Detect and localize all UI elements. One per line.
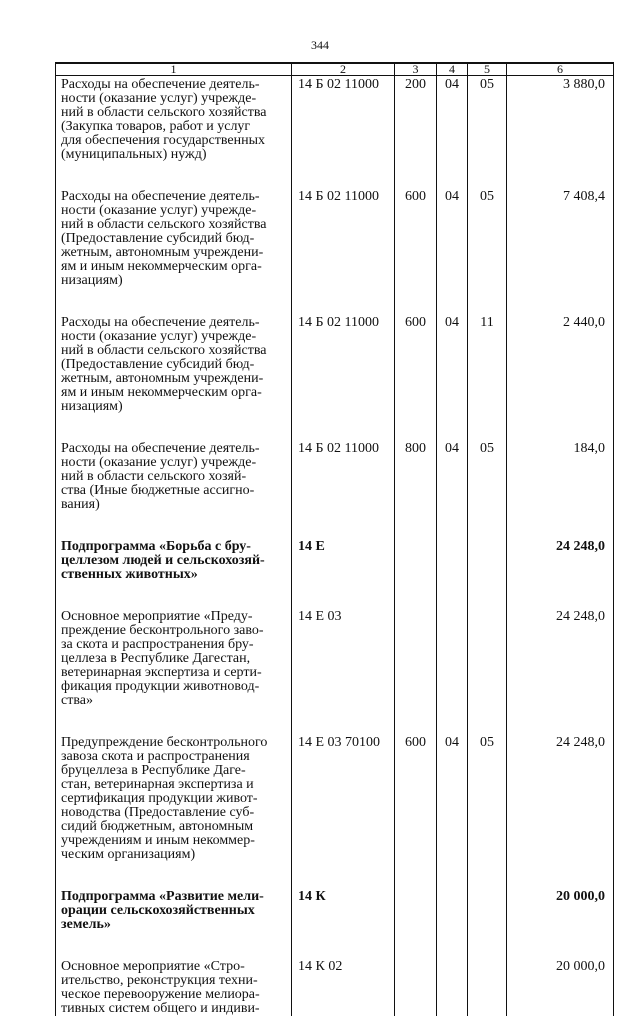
- row-section: [437, 538, 468, 608]
- row-expense-type: 200: [395, 76, 437, 189]
- row-expense-type: [395, 608, 437, 734]
- table-row: [56, 958, 614, 1016]
- row-subsection: 05: [468, 188, 507, 314]
- row-amount: 24 248,0: [507, 538, 614, 608]
- row-subsection: 05: [468, 734, 507, 888]
- table-row: [56, 608, 614, 734]
- row-name: Расходы на обеспечение деятель- ности (оказание услуг) учрежде- ний в области сельского хозяйства (Предоставление субсидий бюд- жетным, автономным учреждени- ям и иным некоммерческим орга- низациям): [56, 188, 292, 314]
- table-row: [56, 188, 614, 314]
- row-code: 14 Е 03 70100: [292, 734, 395, 888]
- budget-table: [55, 62, 614, 1016]
- row-amount: 20 000,0: [507, 958, 614, 1016]
- header-row: [56, 63, 614, 76]
- row-name: Основное мероприятие «Преду- преждение бесконтрольного заво- за скота и распространения бру- целлеза в Республике Дагестан, ветеринарная экспертиза и серти- фикация продукции животновод- ства»: [56, 608, 292, 734]
- row-expense-type: [395, 888, 437, 958]
- row-code: 14 Б 02 11000: [292, 440, 395, 538]
- row-section: 04: [437, 440, 468, 538]
- row-name: Подпрограмма «Развитие мели- орации сельскохозяйственных земель»: [56, 888, 292, 958]
- column-header-5: 5: [468, 63, 507, 76]
- column-header-6: 6: [507, 63, 614, 76]
- table-row: [56, 538, 614, 608]
- row-expense-type: 800: [395, 440, 437, 538]
- page-number: 344: [0, 38, 640, 53]
- row-subsection: [468, 888, 507, 958]
- row-amount: 24 248,0: [507, 608, 614, 734]
- row-amount: 184,0: [507, 440, 614, 538]
- column-header-2: 2: [292, 63, 395, 76]
- row-name: Подпрограмма «Борьба с бру- целлезом людей и сельскохозяй- ственных животных»: [56, 538, 292, 608]
- row-code: 14 Б 02 11000: [292, 76, 395, 189]
- table-row: [56, 734, 614, 888]
- row-expense-type: [395, 538, 437, 608]
- table-row: [56, 76, 614, 189]
- row-name: Расходы на обеспечение деятель- ности (оказание услуг) учрежде- ний в области сельского хозяй- ства (Иные бюджетные ассигно- вания): [56, 440, 292, 538]
- table-row: [56, 440, 614, 538]
- row-subsection: 05: [468, 440, 507, 538]
- column-header-4: 4: [437, 63, 468, 76]
- row-section: 04: [437, 734, 468, 888]
- table-body: [56, 76, 614, 1016]
- row-section: 04: [437, 314, 468, 440]
- row-code: 14 Б 02 11000: [292, 188, 395, 314]
- row-expense-type: 600: [395, 188, 437, 314]
- row-subsection: [468, 608, 507, 734]
- row-amount: 7 408,4: [507, 188, 614, 314]
- row-amount: 24 248,0: [507, 734, 614, 888]
- row-subsection: [468, 538, 507, 608]
- row-name: Расходы на обеспечение деятель- ности (оказание услуг) учрежде- ний в области сельского хозяйства (Закупка товаров, работ и услуг для обеспечения государственных (муниципальных) нужд): [56, 76, 292, 189]
- row-section: [437, 888, 468, 958]
- row-amount: 3 880,0: [507, 76, 614, 189]
- row-amount: 2 440,0: [507, 314, 614, 440]
- row-name: Расходы на обеспечение деятель- ности (оказание услуг) учрежде- ний в области сельского хозяйства (Предоставление субсидий бюд- жетным, автономным учреждени- ям и иным некоммерческим орга- низациям): [56, 314, 292, 440]
- row-subsection: [468, 958, 507, 1016]
- row-code: 14 Е 03: [292, 608, 395, 734]
- row-subsection: 05: [468, 76, 507, 189]
- row-section: [437, 958, 468, 1016]
- row-expense-type: [395, 958, 437, 1016]
- table-row: [56, 888, 614, 958]
- table-row: [56, 314, 614, 440]
- row-section: 04: [437, 76, 468, 189]
- row-code: 14 Б 02 11000: [292, 314, 395, 440]
- column-header-1: 1: [56, 63, 292, 76]
- row-section: 04: [437, 188, 468, 314]
- row-section: [437, 608, 468, 734]
- table-header: [56, 63, 614, 76]
- row-expense-type: 600: [395, 314, 437, 440]
- row-name: Предупреждение бесконтрольного завоза скота и распространения бруцеллеза в Республике Даге- стан, ветеринарная экспертиза и сертификация продукции живот- новодства (Предоставление суб- сидий бюджетным, автономным учреждениям и иным некоммер- ческим организациям): [56, 734, 292, 888]
- column-header-3: 3: [395, 63, 437, 76]
- row-name: Основное мероприятие «Стро- ительство, реконструкция техни- ческое перевооружение мелиора- тивных систем общего и индиви-: [56, 958, 292, 1016]
- row-subsection: 11: [468, 314, 507, 440]
- row-code: 14 К 02: [292, 958, 395, 1016]
- row-amount: 20 000,0: [507, 888, 614, 958]
- row-expense-type: 600: [395, 734, 437, 888]
- row-code: 14 К: [292, 888, 395, 958]
- row-code: 14 Е: [292, 538, 395, 608]
